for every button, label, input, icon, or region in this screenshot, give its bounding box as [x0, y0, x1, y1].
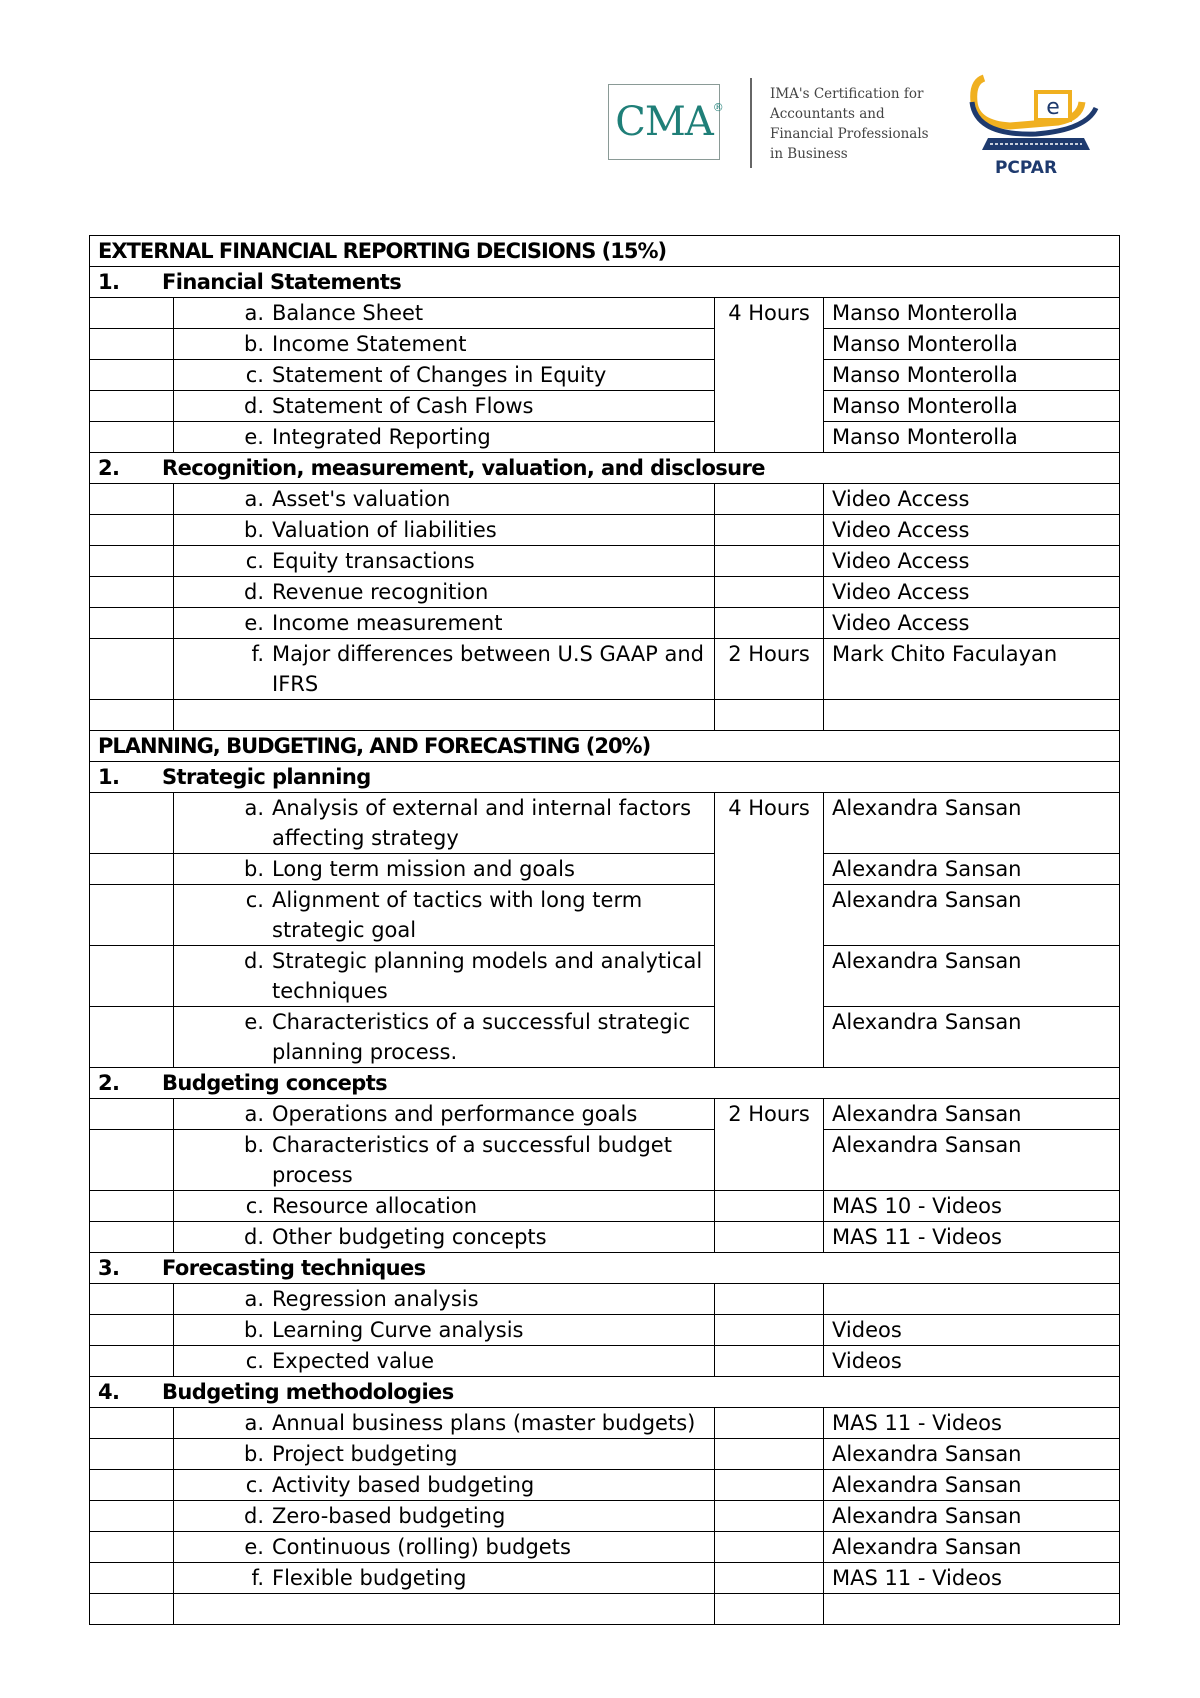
topic-cell — [174, 793, 715, 854]
topic-letter: f. — [251, 1566, 264, 1590]
topic-item — [182, 854, 706, 884]
subsection-header-row — [90, 762, 1120, 793]
pcpar-laptop-icon — [966, 72, 1106, 158]
topic-letter: c. — [245, 1194, 264, 1218]
topic-row — [90, 298, 1120, 329]
topic-cell — [174, 515, 715, 546]
cma-logo — [608, 84, 723, 160]
cma-logo-mark: ® — [712, 101, 723, 114]
resource-cell: MAS 11 - Videos — [824, 1408, 1120, 1439]
topic-text: Expected value — [272, 1349, 435, 1373]
topic-cell — [174, 484, 715, 515]
blank-cell — [90, 1439, 174, 1470]
blank-cell — [90, 298, 174, 329]
subsection-title: Budgeting concepts — [162, 1071, 388, 1095]
topic-cell — [174, 1408, 715, 1439]
topic-letter: b. — [243, 1442, 264, 1466]
topic-item — [182, 639, 706, 699]
blank-cell — [90, 639, 174, 700]
topic-row — [90, 1532, 1120, 1563]
blank-cell — [90, 1130, 174, 1191]
topic-letter: f. — [251, 642, 264, 666]
blank-cell — [90, 1007, 174, 1068]
topic-item — [182, 1284, 706, 1314]
topic-text: Major differences between U.S GAAP and IFRS — [272, 642, 704, 696]
topic-row — [90, 1130, 1120, 1191]
blank-cell — [90, 329, 174, 360]
subsection-number: 2. — [98, 456, 120, 480]
empty-cell — [715, 1594, 824, 1625]
blank-cell — [90, 1315, 174, 1346]
subsection-number: 3. — [98, 1256, 120, 1280]
hours-cell: 2 Hours — [715, 1099, 824, 1191]
topic-text: Zero-based budgeting — [272, 1504, 506, 1528]
topic-letter: d. — [243, 949, 264, 973]
hours-cell — [715, 546, 824, 577]
resource-cell: Video Access — [824, 546, 1120, 577]
blank-cell — [90, 577, 174, 608]
topic-letter: c. — [245, 1349, 264, 1373]
subsection-title: Forecasting techniques — [162, 1256, 426, 1280]
topic-text: Operations and performance goals — [272, 1102, 638, 1126]
topic-item — [182, 422, 706, 452]
topic-text: Balance Sheet — [272, 301, 424, 325]
topic-row — [90, 1315, 1120, 1346]
resource-cell: Alexandra Sansan — [824, 946, 1120, 1007]
topic-item — [182, 577, 706, 607]
topic-cell — [174, 298, 715, 329]
topic-row — [90, 1470, 1120, 1501]
topic-item — [182, 329, 706, 359]
topic-row — [90, 391, 1120, 422]
topic-cell — [174, 1222, 715, 1253]
resource-cell — [824, 1284, 1120, 1315]
resource-cell: Video Access — [824, 484, 1120, 515]
subsection-number: 1. — [98, 765, 120, 789]
topic-letter: b. — [243, 857, 264, 881]
topic-cell — [174, 608, 715, 639]
hours-cell — [715, 1563, 824, 1594]
logo-divider — [750, 78, 752, 168]
resource-cell: Alexandra Sansan — [824, 1532, 1120, 1563]
topic-cell — [174, 885, 715, 946]
spacer-row — [90, 700, 1120, 731]
topic-row — [90, 360, 1120, 391]
empty-cell — [824, 1594, 1120, 1625]
topic-item — [182, 360, 706, 390]
topic-cell — [174, 391, 715, 422]
topic-letter: b. — [243, 332, 264, 356]
pcpar-logo-text: PCPAR — [994, 158, 1058, 178]
topic-row — [90, 946, 1120, 1007]
resource-cell: Mark Chito Faculayan — [824, 639, 1120, 700]
subsection-title-cell — [90, 1068, 1120, 1099]
document-header — [0, 70, 1200, 180]
topic-text: Strategic planning models and analytical techniques — [272, 949, 703, 1003]
topic-cell — [174, 546, 715, 577]
hours-cell: 4 Hours — [715, 298, 824, 453]
topic-item — [182, 1439, 706, 1469]
topic-cell — [174, 946, 715, 1007]
topic-text: Asset's valuation — [272, 487, 451, 511]
hours-cell — [715, 1439, 824, 1470]
topic-cell — [174, 577, 715, 608]
hours-cell — [715, 1346, 824, 1377]
topic-letter: a. — [244, 301, 264, 325]
topic-cell — [174, 360, 715, 391]
resource-cell: Video Access — [824, 608, 1120, 639]
topic-item — [182, 546, 706, 576]
topic-letter: c. — [245, 1473, 264, 1497]
topic-text: Integrated Reporting — [272, 425, 491, 449]
topic-cell — [174, 1346, 715, 1377]
topic-letter: c. — [245, 549, 264, 573]
resource-cell: Alexandra Sansan — [824, 793, 1120, 854]
resource-cell: Video Access — [824, 577, 1120, 608]
topic-row — [90, 793, 1120, 854]
topic-row — [90, 422, 1120, 453]
topic-text: Revenue recognition — [272, 580, 489, 604]
topic-cell — [174, 1532, 715, 1563]
topic-text: Statement of Changes in Equity — [272, 363, 607, 387]
topic-text: Statement of Cash Flows — [272, 394, 534, 418]
topic-text: Annual business plans (master budgets) — [272, 1411, 696, 1435]
topic-letter: e. — [244, 1010, 264, 1034]
topic-row — [90, 608, 1120, 639]
subsection-title: Strategic planning — [162, 765, 371, 789]
topic-letter: a. — [244, 1102, 264, 1126]
topic-item — [182, 1315, 706, 1345]
empty-cell — [174, 700, 715, 731]
topic-item — [182, 885, 706, 945]
resource-cell: MAS 11 - Videos — [824, 1563, 1120, 1594]
resource-cell: Manso Monterolla — [824, 360, 1120, 391]
resource-cell: Alexandra Sansan — [824, 1099, 1120, 1130]
hours-cell — [715, 484, 824, 515]
topic-text: Activity based budgeting — [272, 1473, 535, 1497]
subsection-title: Budgeting methodologies — [162, 1380, 454, 1404]
topic-row — [90, 1191, 1120, 1222]
topic-text: Alignment of tactics with long term strategic goal — [272, 888, 643, 942]
topic-item — [182, 1346, 706, 1376]
blank-cell — [90, 1099, 174, 1130]
blank-cell — [90, 1470, 174, 1501]
resource-cell: Manso Monterolla — [824, 391, 1120, 422]
topic-item — [182, 1007, 706, 1067]
blank-cell — [90, 391, 174, 422]
section-title: PLANNING, BUDGETING, AND FORECASTING (20%) — [90, 731, 1120, 762]
syllabus-table — [89, 235, 1120, 1625]
resource-cell: Manso Monterolla — [824, 329, 1120, 360]
blank-cell — [90, 515, 174, 546]
resource-cell: Manso Monterolla — [824, 422, 1120, 453]
resource-cell: Alexandra Sansan — [824, 1130, 1120, 1191]
topic-row — [90, 885, 1120, 946]
topic-cell — [174, 1563, 715, 1594]
subsection-title-cell — [90, 762, 1120, 793]
subsection-header-row — [90, 1253, 1120, 1284]
topic-text: Analysis of external and internal factors affecting strategy — [272, 796, 692, 850]
resource-cell: Manso Monterolla — [824, 298, 1120, 329]
cma-logo-text: CMA — [615, 99, 713, 145]
subsection-title-cell — [90, 267, 1120, 298]
subsection-header-row — [90, 267, 1120, 298]
topic-row — [90, 577, 1120, 608]
blank-cell — [90, 946, 174, 1007]
topic-text: Income measurement — [272, 611, 503, 635]
topic-text: Characteristics of a successful strategic planning process. — [272, 1010, 691, 1064]
subsection-header-row — [90, 453, 1120, 484]
blank-cell — [90, 1563, 174, 1594]
topic-item — [182, 515, 706, 545]
topic-text: Resource allocation — [272, 1194, 478, 1218]
topic-letter: b. — [243, 1133, 264, 1157]
blank-cell — [90, 360, 174, 391]
topic-letter: e. — [244, 425, 264, 449]
hours-cell — [715, 1532, 824, 1563]
topic-cell — [174, 639, 715, 700]
topic-item — [182, 1099, 706, 1129]
empty-cell — [174, 1594, 715, 1625]
topic-item — [182, 793, 706, 853]
subsection-number: 4. — [98, 1380, 120, 1404]
spacer-row — [90, 1594, 1120, 1625]
topic-letter: a. — [244, 796, 264, 820]
topic-text: Other budgeting concepts — [272, 1225, 547, 1249]
hours-cell — [715, 577, 824, 608]
topic-row — [90, 484, 1120, 515]
topic-text: Project budgeting — [272, 1442, 458, 1466]
topic-item — [182, 608, 706, 638]
topic-letter: c. — [245, 888, 264, 912]
section-header-row — [90, 236, 1120, 267]
blank-cell — [90, 546, 174, 577]
hours-cell — [715, 1284, 824, 1315]
blank-cell — [90, 1191, 174, 1222]
topic-cell — [174, 1501, 715, 1532]
topic-item — [182, 484, 706, 514]
resource-cell: Alexandra Sansan — [824, 1007, 1120, 1068]
blank-cell — [90, 854, 174, 885]
empty-cell — [90, 1594, 174, 1625]
hours-cell — [715, 1470, 824, 1501]
topic-cell — [174, 1439, 715, 1470]
hours-cell — [715, 515, 824, 546]
topic-text: Income Statement — [272, 332, 467, 356]
section-header-row — [90, 731, 1120, 762]
topic-cell — [174, 1191, 715, 1222]
topic-letter: e. — [244, 611, 264, 635]
topic-cell — [174, 1470, 715, 1501]
topic-letter: d. — [243, 394, 264, 418]
topic-letter: d. — [243, 1225, 264, 1249]
resource-cell: MAS 10 - Videos — [824, 1191, 1120, 1222]
blank-cell — [90, 1501, 174, 1532]
topic-item — [182, 298, 706, 328]
blank-cell — [90, 885, 174, 946]
topic-row — [90, 1284, 1120, 1315]
topic-letter: d. — [243, 580, 264, 604]
topic-row — [90, 515, 1120, 546]
empty-cell — [824, 700, 1120, 731]
subsection-number: 2. — [98, 1071, 120, 1095]
certification-text: IMA's Certification for Accountants and Financial Professionals in Business — [770, 86, 929, 162]
syllabus-table-body — [90, 236, 1120, 1625]
pcpar-logo — [966, 72, 1106, 178]
topic-row — [90, 1408, 1120, 1439]
blank-cell — [90, 484, 174, 515]
topic-item — [182, 1130, 706, 1190]
topic-row — [90, 1501, 1120, 1532]
topic-row — [90, 1563, 1120, 1594]
hours-cell — [715, 608, 824, 639]
topic-cell — [174, 1284, 715, 1315]
topic-text: Regression analysis — [272, 1287, 479, 1311]
resource-cell: Videos — [824, 1346, 1120, 1377]
empty-cell — [90, 700, 174, 731]
resource-cell: Alexandra Sansan — [824, 885, 1120, 946]
topic-item — [182, 1532, 706, 1562]
topic-row — [90, 546, 1120, 577]
topic-letter: b. — [243, 518, 264, 542]
topic-item — [182, 1470, 706, 1500]
topic-cell — [174, 329, 715, 360]
topic-row — [90, 639, 1120, 700]
topic-item — [182, 1563, 706, 1593]
topic-row — [90, 854, 1120, 885]
topic-letter: e. — [244, 1535, 264, 1559]
blank-cell — [90, 1346, 174, 1377]
topic-row — [90, 329, 1120, 360]
topic-text: Continuous (rolling) budgets — [272, 1535, 571, 1559]
topic-item — [182, 1501, 706, 1531]
blank-cell — [90, 1532, 174, 1563]
topic-text: Learning Curve analysis — [272, 1318, 524, 1342]
resource-cell: Alexandra Sansan — [824, 854, 1120, 885]
resource-cell: MAS 11 - Videos — [824, 1222, 1120, 1253]
topic-item — [182, 1222, 706, 1252]
topic-letter: d. — [243, 1504, 264, 1528]
topic-item — [182, 1191, 706, 1221]
topic-text: Flexible budgeting — [272, 1566, 467, 1590]
blank-cell — [90, 1408, 174, 1439]
topic-cell — [174, 1007, 715, 1068]
topic-item — [182, 1408, 706, 1438]
resource-cell: Alexandra Sansan — [824, 1470, 1120, 1501]
subsection-title: Recognition, measurement, valuation, and disclosure — [162, 456, 765, 480]
topic-cell — [174, 422, 715, 453]
hours-cell — [715, 1191, 824, 1222]
topic-item — [182, 946, 706, 1006]
topic-cell — [174, 1099, 715, 1130]
pcpar-badge-letter: e — [1046, 95, 1060, 120]
resource-cell: Alexandra Sansan — [824, 1439, 1120, 1470]
topic-row — [90, 1439, 1120, 1470]
subsection-title-cell — [90, 1377, 1120, 1408]
subsection-header-row — [90, 1068, 1120, 1099]
subsection-number: 1. — [98, 270, 120, 294]
subsection-title-cell — [90, 453, 1120, 484]
topic-row — [90, 1099, 1120, 1130]
hours-cell: 2 Hours — [715, 639, 824, 700]
topic-cell — [174, 1315, 715, 1346]
resource-cell: Videos — [824, 1315, 1120, 1346]
topic-cell — [174, 854, 715, 885]
resource-cell: Video Access — [824, 515, 1120, 546]
topic-row — [90, 1007, 1120, 1068]
section-title: EXTERNAL FINANCIAL REPORTING DECISIONS (15%) — [90, 236, 1120, 267]
topic-letter: b. — [243, 1318, 264, 1342]
blank-cell — [90, 1222, 174, 1253]
resource-cell: Alexandra Sansan — [824, 1501, 1120, 1532]
hours-cell — [715, 1315, 824, 1346]
blank-cell — [90, 1284, 174, 1315]
topic-letter: a. — [244, 1287, 264, 1311]
topic-text: Valuation of liabilities — [272, 518, 497, 542]
hours-cell: 4 Hours — [715, 793, 824, 1068]
blank-cell — [90, 608, 174, 639]
subsection-title: Financial Statements — [162, 270, 402, 294]
hours-cell — [715, 1408, 824, 1439]
topic-row — [90, 1222, 1120, 1253]
topic-text: Characteristics of a successful budget process — [272, 1133, 672, 1187]
blank-cell — [90, 793, 174, 854]
topic-text: Equity transactions — [272, 549, 475, 573]
topic-letter: c. — [245, 363, 264, 387]
hours-cell — [715, 1501, 824, 1532]
topic-row — [90, 1346, 1120, 1377]
topic-letter: a. — [244, 487, 264, 511]
subsection-header-row — [90, 1377, 1120, 1408]
topic-item — [182, 391, 706, 421]
topic-letter: a. — [244, 1411, 264, 1435]
blank-cell — [90, 422, 174, 453]
hours-cell — [715, 1222, 824, 1253]
topic-text: Long term mission and goals — [272, 857, 575, 881]
subsection-title-cell — [90, 1253, 1120, 1284]
topic-cell — [174, 1130, 715, 1191]
empty-cell — [715, 700, 824, 731]
